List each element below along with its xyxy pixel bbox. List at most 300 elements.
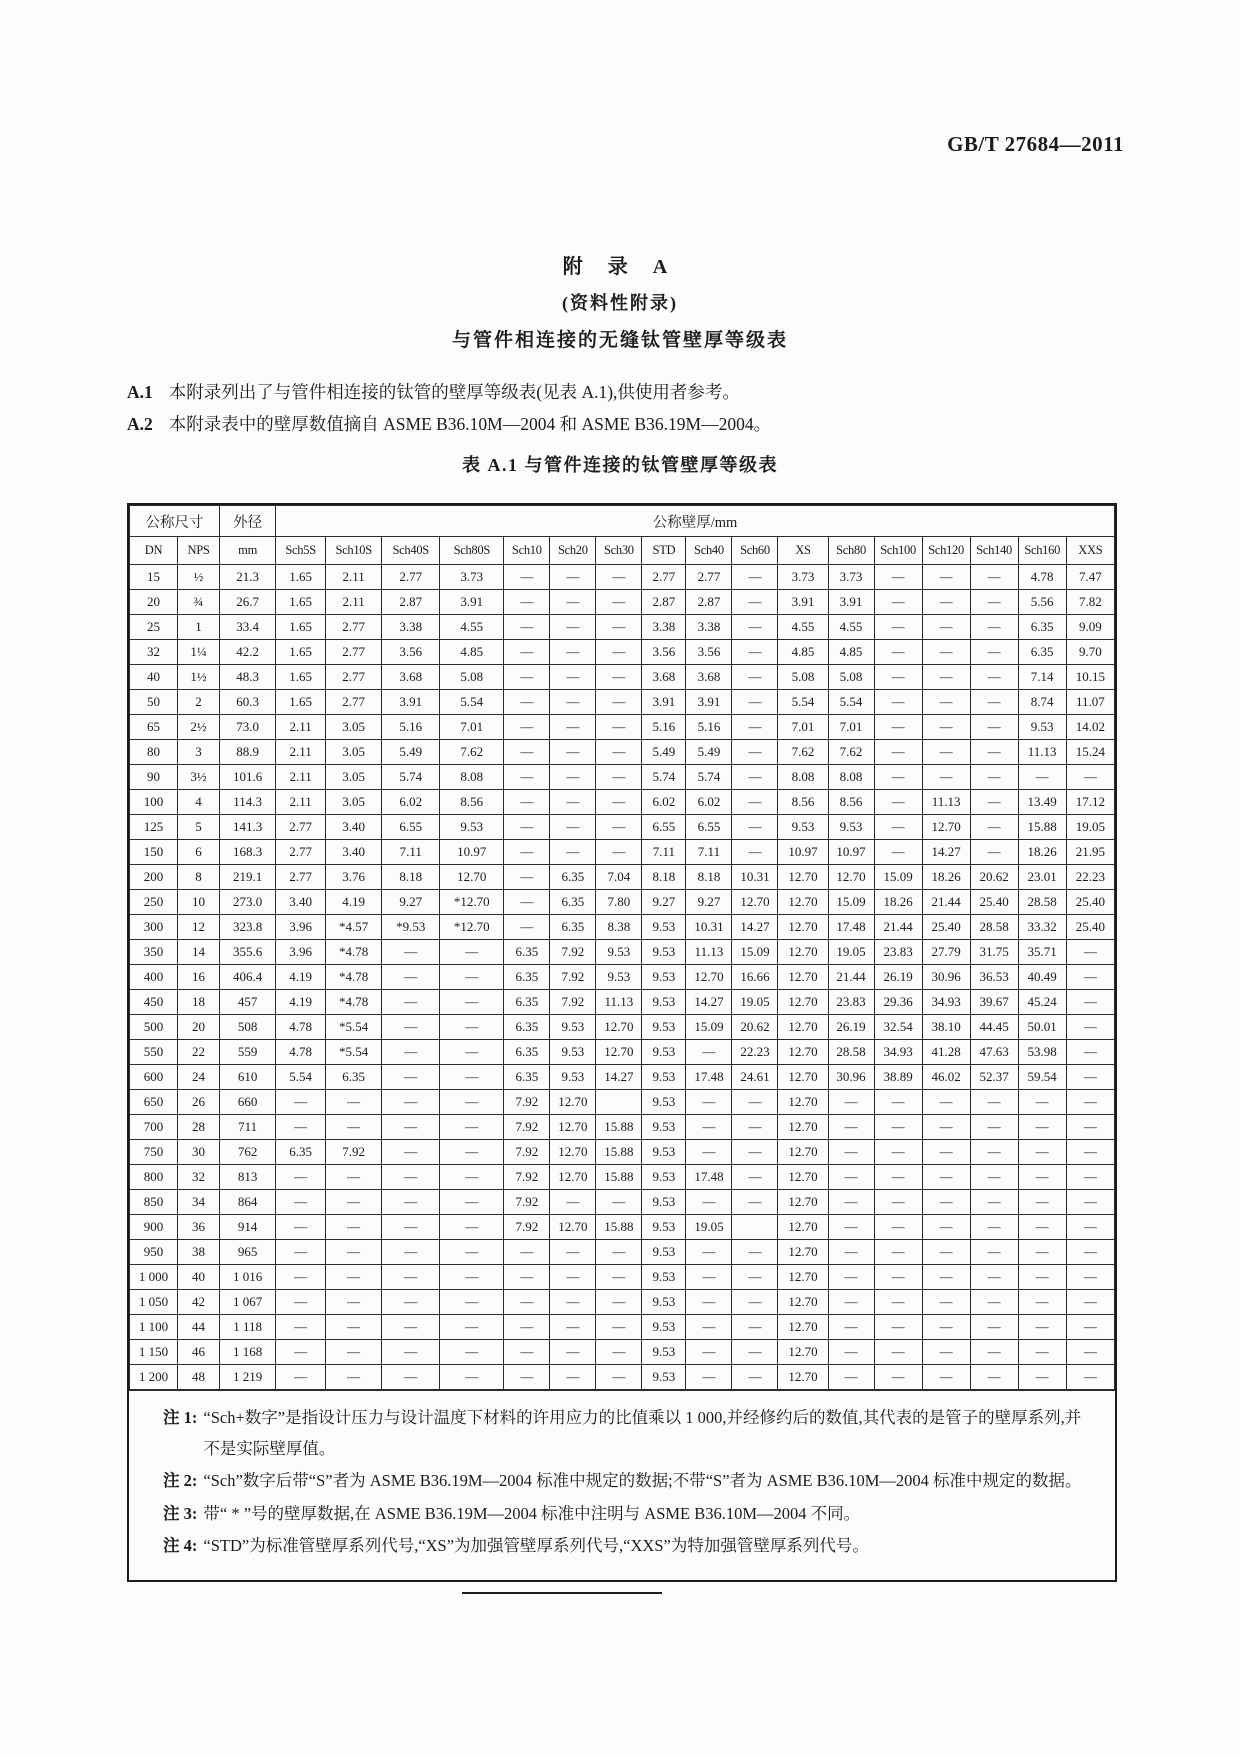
cell: — bbox=[922, 1090, 970, 1115]
cell: 12.70 bbox=[778, 1090, 828, 1115]
cell: — bbox=[874, 790, 922, 815]
cell: 3.91 bbox=[642, 690, 686, 715]
cell: 38.89 bbox=[874, 1065, 922, 1090]
cell: — bbox=[922, 1340, 970, 1365]
cell: 90 bbox=[130, 765, 178, 790]
table-row bbox=[130, 1265, 1115, 1290]
cell: — bbox=[596, 590, 642, 615]
cell: 9.53 bbox=[642, 1190, 686, 1215]
cell: 9.53 bbox=[642, 1315, 686, 1340]
cell: 4.55 bbox=[778, 615, 828, 640]
cell: — bbox=[922, 715, 970, 740]
column-header: Sch120 bbox=[922, 537, 970, 565]
cell: — bbox=[828, 1165, 874, 1190]
cell: 900 bbox=[130, 1215, 178, 1240]
cell: 3.05 bbox=[326, 790, 382, 815]
cell: 9.53 bbox=[642, 1240, 686, 1265]
cell: — bbox=[1018, 1215, 1066, 1240]
table-row bbox=[130, 1290, 1115, 1315]
cell: — bbox=[686, 1315, 732, 1340]
cell: 9.53 bbox=[596, 940, 642, 965]
cell: 323.8 bbox=[220, 915, 276, 940]
cell: 48.3 bbox=[220, 665, 276, 690]
cell: 3.05 bbox=[326, 740, 382, 765]
cell: — bbox=[596, 740, 642, 765]
cell: 23.83 bbox=[828, 990, 874, 1015]
cell: — bbox=[1066, 1015, 1114, 1040]
standard-number: GB/T 27684—2011 bbox=[947, 132, 1124, 156]
cell: — bbox=[276, 1315, 326, 1340]
cell: — bbox=[970, 765, 1018, 790]
cell: 9.27 bbox=[686, 890, 732, 915]
cell: 9.53 bbox=[550, 1065, 596, 1090]
cell: 22 bbox=[178, 1040, 220, 1065]
cell: 40 bbox=[178, 1265, 220, 1290]
cell: — bbox=[1066, 965, 1114, 990]
cell: 15.09 bbox=[828, 890, 874, 915]
cell: 457 bbox=[220, 990, 276, 1015]
cell: 46 bbox=[178, 1340, 220, 1365]
note-text: “Sch+数字”是指设计压力与设计温度下材料的许用应力的比值乘以 1 000,并经修约后的数值,其代表的是管子的壁厚系列,并不是实际壁厚值。 bbox=[203, 1408, 1082, 1458]
cell: 2.11 bbox=[276, 740, 326, 765]
cell: 7.92 bbox=[326, 1140, 382, 1165]
cell: 2.87 bbox=[686, 590, 732, 615]
cell: — bbox=[550, 790, 596, 815]
column-header: XS bbox=[778, 537, 828, 565]
cell: 660 bbox=[220, 1090, 276, 1115]
cell: — bbox=[382, 1015, 440, 1040]
cell: — bbox=[596, 790, 642, 815]
cell: — bbox=[440, 1115, 504, 1140]
cell: *9.53 bbox=[382, 915, 440, 940]
cell: 7.01 bbox=[778, 715, 828, 740]
cell: — bbox=[922, 565, 970, 590]
cell: 2.11 bbox=[276, 790, 326, 815]
cell: — bbox=[874, 665, 922, 690]
cell: 47.63 bbox=[970, 1040, 1018, 1065]
cell: — bbox=[874, 1315, 922, 1340]
cell: 219.1 bbox=[220, 865, 276, 890]
cell: 15.09 bbox=[732, 940, 778, 965]
cell: 9.27 bbox=[382, 890, 440, 915]
cell: 7.62 bbox=[828, 740, 874, 765]
note-label: 注 3: bbox=[163, 1503, 198, 1523]
cell: — bbox=[596, 665, 642, 690]
cell: 14.27 bbox=[732, 915, 778, 940]
paragraph-label: A.1 bbox=[127, 382, 153, 402]
cell: 3.56 bbox=[686, 640, 732, 665]
cell: 2.77 bbox=[686, 565, 732, 590]
cell: — bbox=[550, 765, 596, 790]
cell: — bbox=[550, 615, 596, 640]
cell: 21.44 bbox=[922, 890, 970, 915]
cell: 20.62 bbox=[970, 865, 1018, 890]
cell: 12.70 bbox=[596, 1015, 642, 1040]
cell: 21.95 bbox=[1066, 840, 1114, 865]
cell: *12.70 bbox=[440, 890, 504, 915]
cell: 30.96 bbox=[828, 1065, 874, 1090]
column-header: XXS bbox=[1066, 537, 1114, 565]
cell: — bbox=[970, 1140, 1018, 1165]
column-header: DN bbox=[130, 537, 178, 565]
cell: — bbox=[382, 1265, 440, 1290]
table-row bbox=[130, 1365, 1115, 1390]
cell: — bbox=[732, 1165, 778, 1190]
cell: 7.92 bbox=[504, 1190, 550, 1215]
cell: 2.87 bbox=[382, 590, 440, 615]
cell: — bbox=[828, 1315, 874, 1340]
cell: 10.97 bbox=[828, 840, 874, 865]
cell: 9.53 bbox=[642, 1040, 686, 1065]
cell: — bbox=[970, 565, 1018, 590]
cell: 7.92 bbox=[504, 1090, 550, 1115]
cell: 125 bbox=[130, 815, 178, 840]
cell: 5.56 bbox=[1018, 590, 1066, 615]
cell: *5.54 bbox=[326, 1015, 382, 1040]
cell: 15.88 bbox=[596, 1115, 642, 1140]
cell: 12.70 bbox=[778, 1365, 828, 1390]
cell: 1 016 bbox=[220, 1265, 276, 1290]
cell: — bbox=[686, 1190, 732, 1215]
cell: — bbox=[732, 1140, 778, 1165]
cell: — bbox=[550, 1240, 596, 1265]
table-row bbox=[130, 1040, 1115, 1065]
cell: 12.70 bbox=[550, 1165, 596, 1190]
cell: 6.35 bbox=[550, 865, 596, 890]
cell bbox=[596, 1090, 642, 1115]
footer-divider bbox=[462, 1592, 662, 1594]
cell: — bbox=[970, 1190, 1018, 1215]
cell: 14 bbox=[178, 940, 220, 965]
cell: 2.11 bbox=[276, 765, 326, 790]
cell: 4.85 bbox=[440, 640, 504, 665]
column-header: Sch160 bbox=[1018, 537, 1066, 565]
cell: — bbox=[732, 565, 778, 590]
cell: — bbox=[732, 715, 778, 740]
cell: 34 bbox=[178, 1190, 220, 1215]
cell: 9.53 bbox=[1018, 715, 1066, 740]
cell: — bbox=[1018, 1190, 1066, 1215]
cell: 9.53 bbox=[550, 1015, 596, 1040]
column-header: Sch40S bbox=[382, 537, 440, 565]
cell: — bbox=[440, 1215, 504, 1240]
cell: — bbox=[1066, 1365, 1114, 1390]
cell: — bbox=[382, 1190, 440, 1215]
cell: 406.4 bbox=[220, 965, 276, 990]
cell: — bbox=[922, 1240, 970, 1265]
cell: 559 bbox=[220, 1040, 276, 1065]
cell: 1.65 bbox=[276, 565, 326, 590]
cell: 11.13 bbox=[922, 790, 970, 815]
cell: 1 200 bbox=[130, 1365, 178, 1390]
cell: 273.0 bbox=[220, 890, 276, 915]
cell: 4 bbox=[178, 790, 220, 815]
cell: 813 bbox=[220, 1165, 276, 1190]
cell: 1 219 bbox=[220, 1365, 276, 1390]
cell: 864 bbox=[220, 1190, 276, 1215]
cell: — bbox=[596, 1290, 642, 1315]
cell: 2.11 bbox=[326, 590, 382, 615]
table-row bbox=[130, 1240, 1115, 1265]
cell: 21.3 bbox=[220, 565, 276, 590]
cell: 450 bbox=[130, 990, 178, 1015]
cell: 3.96 bbox=[276, 915, 326, 940]
cell: 3.91 bbox=[382, 690, 440, 715]
cell: — bbox=[874, 840, 922, 865]
cell: 25.40 bbox=[1066, 915, 1114, 940]
cell: 355.6 bbox=[220, 940, 276, 965]
cell: 6.35 bbox=[504, 1040, 550, 1065]
cell: 5.16 bbox=[686, 715, 732, 740]
cell: 12.70 bbox=[778, 1240, 828, 1265]
cell: — bbox=[970, 1240, 1018, 1265]
cell: 17.48 bbox=[686, 1165, 732, 1190]
cell: 12.70 bbox=[778, 1165, 828, 1190]
cell: 6.02 bbox=[686, 790, 732, 815]
cell: 15.09 bbox=[686, 1015, 732, 1040]
cell: 1.65 bbox=[276, 665, 326, 690]
table-row bbox=[130, 565, 1115, 590]
cell: 350 bbox=[130, 940, 178, 965]
cell: 508 bbox=[220, 1015, 276, 1040]
cell: 23.83 bbox=[874, 940, 922, 965]
cell: 17.12 bbox=[1066, 790, 1114, 815]
cell: 7.01 bbox=[828, 715, 874, 740]
cell: 5.54 bbox=[276, 1065, 326, 1090]
cell: — bbox=[1018, 1265, 1066, 1290]
cell: — bbox=[504, 565, 550, 590]
cell: — bbox=[922, 1115, 970, 1140]
table-notes bbox=[129, 1390, 1115, 1580]
cell: 6.55 bbox=[686, 815, 732, 840]
cell: 12.70 bbox=[778, 1215, 828, 1240]
cell: — bbox=[874, 715, 922, 740]
cell: 12.70 bbox=[778, 890, 828, 915]
cell: — bbox=[828, 1365, 874, 1390]
table-row bbox=[130, 1090, 1115, 1115]
cell: 6.55 bbox=[642, 815, 686, 840]
cell: 7.92 bbox=[504, 1165, 550, 1190]
cell: 914 bbox=[220, 1215, 276, 1240]
cell: 1 150 bbox=[130, 1340, 178, 1365]
cell: 8 bbox=[178, 865, 220, 890]
cell: — bbox=[382, 1290, 440, 1315]
cell: — bbox=[686, 1265, 732, 1290]
column-header: Sch80S bbox=[440, 537, 504, 565]
cell: — bbox=[440, 1240, 504, 1265]
cell: 12.70 bbox=[922, 815, 970, 840]
cell: — bbox=[596, 565, 642, 590]
cell: — bbox=[828, 1215, 874, 1240]
cell: ¾ bbox=[178, 590, 220, 615]
cell: 3.91 bbox=[828, 590, 874, 615]
cell: 14.27 bbox=[686, 990, 732, 1015]
cell: 14.02 bbox=[1066, 715, 1114, 740]
column-header: Sch30 bbox=[596, 537, 642, 565]
cell: 5.54 bbox=[828, 690, 874, 715]
note-label: 注 1: bbox=[163, 1408, 198, 1427]
cell: 26 bbox=[178, 1090, 220, 1115]
cell: 4.78 bbox=[1018, 565, 1066, 590]
column-header: Sch10 bbox=[504, 537, 550, 565]
cell: 5.54 bbox=[440, 690, 504, 715]
cell: 3.73 bbox=[440, 565, 504, 590]
header-thickness-group: 公称壁厚/mm bbox=[276, 506, 1115, 537]
table-note bbox=[163, 1466, 1093, 1497]
cell: 25 bbox=[130, 615, 178, 640]
cell: — bbox=[382, 965, 440, 990]
cell: — bbox=[970, 1315, 1018, 1340]
cell: 6.02 bbox=[642, 790, 686, 815]
cell: 4.85 bbox=[828, 640, 874, 665]
cell: — bbox=[326, 1265, 382, 1290]
cell: 39.67 bbox=[970, 990, 1018, 1015]
cell: 2.77 bbox=[276, 840, 326, 865]
cell: — bbox=[550, 565, 596, 590]
cell: 3.56 bbox=[382, 640, 440, 665]
cell: — bbox=[922, 1140, 970, 1165]
cell: — bbox=[550, 1265, 596, 1290]
cell: — bbox=[440, 965, 504, 990]
cell: 2.77 bbox=[326, 665, 382, 690]
cell: — bbox=[596, 615, 642, 640]
cell: 2.11 bbox=[326, 565, 382, 590]
cell: — bbox=[550, 840, 596, 865]
cell: 9.53 bbox=[642, 1065, 686, 1090]
cell: 5.16 bbox=[382, 715, 440, 740]
cell: 4.78 bbox=[276, 1015, 326, 1040]
cell: 12.70 bbox=[778, 965, 828, 990]
cell: 30.96 bbox=[922, 965, 970, 990]
cell: — bbox=[922, 640, 970, 665]
cell: — bbox=[550, 1365, 596, 1390]
cell: 25.40 bbox=[1066, 890, 1114, 915]
cell: 17.48 bbox=[828, 915, 874, 940]
cell: 7.11 bbox=[686, 840, 732, 865]
cell: 26.19 bbox=[828, 1015, 874, 1040]
cell: 28.58 bbox=[828, 1040, 874, 1065]
cell: — bbox=[504, 1340, 550, 1365]
cell: — bbox=[922, 740, 970, 765]
table-frame bbox=[127, 503, 1117, 1582]
cell: — bbox=[596, 840, 642, 865]
cell: 5.74 bbox=[382, 765, 440, 790]
cell: — bbox=[686, 1090, 732, 1115]
cell: — bbox=[970, 790, 1018, 815]
cell: 200 bbox=[130, 865, 178, 890]
cell: 6.35 bbox=[504, 1015, 550, 1040]
cell: — bbox=[732, 1115, 778, 1140]
cell: 9.53 bbox=[642, 1140, 686, 1165]
cell: 19.05 bbox=[1066, 815, 1114, 840]
cell: 9.27 bbox=[642, 890, 686, 915]
cell: 34.93 bbox=[922, 990, 970, 1015]
cell: 11.13 bbox=[596, 990, 642, 1015]
cell: 33.32 bbox=[1018, 915, 1066, 940]
cell: 1.65 bbox=[276, 615, 326, 640]
cell: — bbox=[1018, 1315, 1066, 1340]
note-text: “Sch”数字后带“S”者为 ASME B36.19M—2004 标准中规定的数据;不带“S”者为 ASME B36.10M—2004 标准中规定的数据。 bbox=[203, 1471, 1082, 1491]
cell: 6.35 bbox=[1018, 640, 1066, 665]
cell: — bbox=[276, 1240, 326, 1265]
cell: 6.02 bbox=[382, 790, 440, 815]
cell: 3.91 bbox=[686, 690, 732, 715]
cell: 15.88 bbox=[596, 1165, 642, 1190]
cell: 2.77 bbox=[642, 565, 686, 590]
cell: 500 bbox=[130, 1015, 178, 1040]
cell: — bbox=[970, 815, 1018, 840]
cell: — bbox=[828, 1240, 874, 1265]
cell: 9.53 bbox=[828, 815, 874, 840]
cell: 14.27 bbox=[596, 1065, 642, 1090]
cell: 10.31 bbox=[686, 915, 732, 940]
cell: 3.38 bbox=[642, 615, 686, 640]
cell: 4.55 bbox=[828, 615, 874, 640]
table-row bbox=[130, 715, 1115, 740]
cell: — bbox=[596, 1340, 642, 1365]
cell: — bbox=[874, 1290, 922, 1315]
cell: — bbox=[874, 1215, 922, 1240]
cell: — bbox=[440, 1290, 504, 1315]
cell: — bbox=[504, 615, 550, 640]
cell: — bbox=[874, 740, 922, 765]
cell: 1.65 bbox=[276, 640, 326, 665]
cell: 850 bbox=[130, 1190, 178, 1215]
paragraph-a1 bbox=[127, 381, 1122, 405]
cell: 8.56 bbox=[440, 790, 504, 815]
cell: 2½ bbox=[178, 715, 220, 740]
cell: 28.58 bbox=[1018, 890, 1066, 915]
cell: — bbox=[970, 1265, 1018, 1290]
cell: — bbox=[732, 1315, 778, 1340]
cell: 15.88 bbox=[1018, 815, 1066, 840]
cell: — bbox=[1018, 1240, 1066, 1265]
cell: 12.70 bbox=[778, 1040, 828, 1065]
cell: — bbox=[440, 1065, 504, 1090]
cell: 29.36 bbox=[874, 990, 922, 1015]
cell: 18.26 bbox=[922, 865, 970, 890]
cell: 3.91 bbox=[778, 590, 828, 615]
cell: — bbox=[1066, 940, 1114, 965]
cell: — bbox=[1066, 1065, 1114, 1090]
note-text: 带“ * ”号的壁厚数据,在 ASME B36.19M—2004 标准中注明与 ASME B36.10M—2004 不同。 bbox=[203, 1503, 861, 1523]
cell: — bbox=[922, 1165, 970, 1190]
cell: 3.73 bbox=[828, 565, 874, 590]
cell: 10.97 bbox=[440, 840, 504, 865]
cell: — bbox=[874, 1140, 922, 1165]
cell: 7.92 bbox=[504, 1215, 550, 1240]
cell: 7.92 bbox=[504, 1140, 550, 1165]
cell: — bbox=[504, 790, 550, 815]
cell: 21.44 bbox=[874, 915, 922, 940]
cell: 12.70 bbox=[778, 865, 828, 890]
cell: — bbox=[440, 1015, 504, 1040]
cell: 12.70 bbox=[828, 865, 874, 890]
cell: 15.88 bbox=[596, 1140, 642, 1165]
cell: 73.0 bbox=[220, 715, 276, 740]
cell: — bbox=[382, 990, 440, 1015]
cell: 2.77 bbox=[382, 565, 440, 590]
cell: 8.18 bbox=[686, 865, 732, 890]
cell: 6.35 bbox=[550, 890, 596, 915]
cell: 34.93 bbox=[874, 1040, 922, 1065]
cell: — bbox=[874, 1190, 922, 1215]
cell: — bbox=[1018, 1165, 1066, 1190]
cell: 12.70 bbox=[732, 890, 778, 915]
cell: 22.23 bbox=[1066, 865, 1114, 890]
cell: — bbox=[922, 1190, 970, 1215]
cell: 7.11 bbox=[642, 840, 686, 865]
